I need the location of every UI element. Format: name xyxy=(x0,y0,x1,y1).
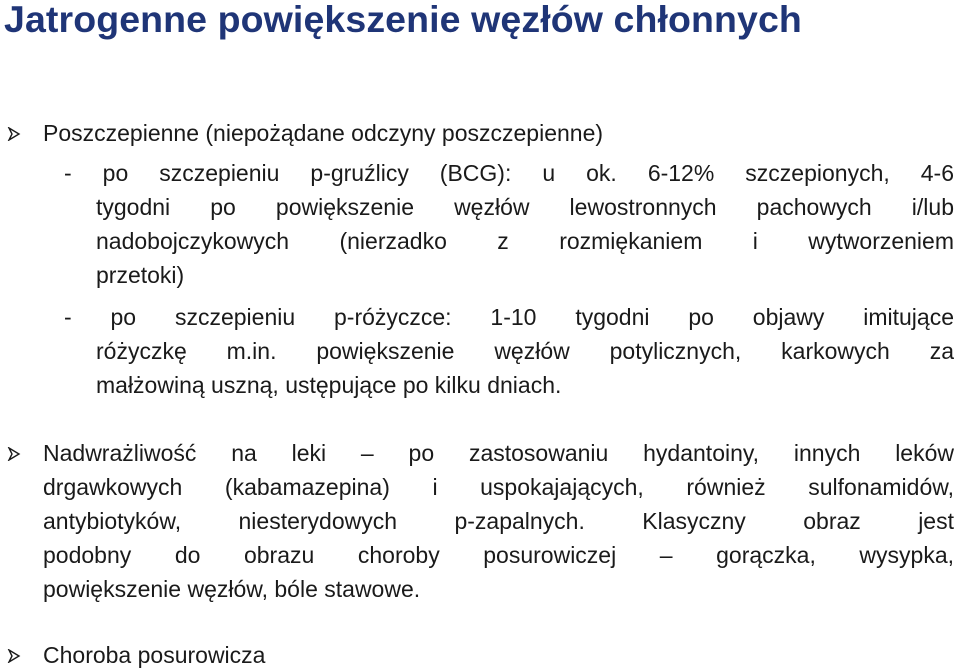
bullet-line: - po szczepieniu p-gruźlicy (BCG): u ok. 6-12% szczepionych, 4-6 xyxy=(64,160,954,186)
bullet-line: podobny do obrazu choroby posurowiczej – gorączka, wysypka, xyxy=(43,542,954,568)
bullet-line: - po szczepieniu p-różyczce: 1-10 tygodni po objawy imitujące xyxy=(64,304,954,330)
arrowhead-bullet-icon xyxy=(7,649,21,663)
bullet-line: przetoki) xyxy=(96,262,185,288)
slide-title: Jatrogenne powiększenie węzłów chłonnych xyxy=(4,0,802,40)
bullet-line: powiększenie węzłów, bóle stawowe. xyxy=(43,576,421,602)
arrowhead-bullet-icon xyxy=(7,127,21,141)
bullet-line: różyczkę m.in. powiększenie węzłów potylicznych, karkowych za xyxy=(96,338,954,364)
bullet-heading: Choroba posurowicza xyxy=(43,642,266,668)
bullet-heading: Poszczepienne (niepożądane odczyny poszczepienne) xyxy=(43,120,604,146)
bullet-line: małżowiną uszną, ustępujące po kilku dniach. xyxy=(96,372,562,398)
bullet-line: drgawkowych (kabamazepina) i uspokajających, również sulfonamidów, xyxy=(43,474,954,500)
arrowhead-bullet-icon xyxy=(7,447,21,461)
bullet-line: Nadwrażliwość na leki – po zastosowaniu hydantoiny, innych leków xyxy=(43,440,954,466)
bullet-line: tygodni po powiększenie węzłów lewostronnych pachowych i/lub xyxy=(96,194,954,220)
bullet-line: nadobojczykowych (nierzadko z rozmiękaniem i wytworzeniem xyxy=(96,228,954,254)
bullet-line: antybiotyków, niesterydowych p-zapalnych. Klasyczny obraz jest xyxy=(43,508,954,534)
